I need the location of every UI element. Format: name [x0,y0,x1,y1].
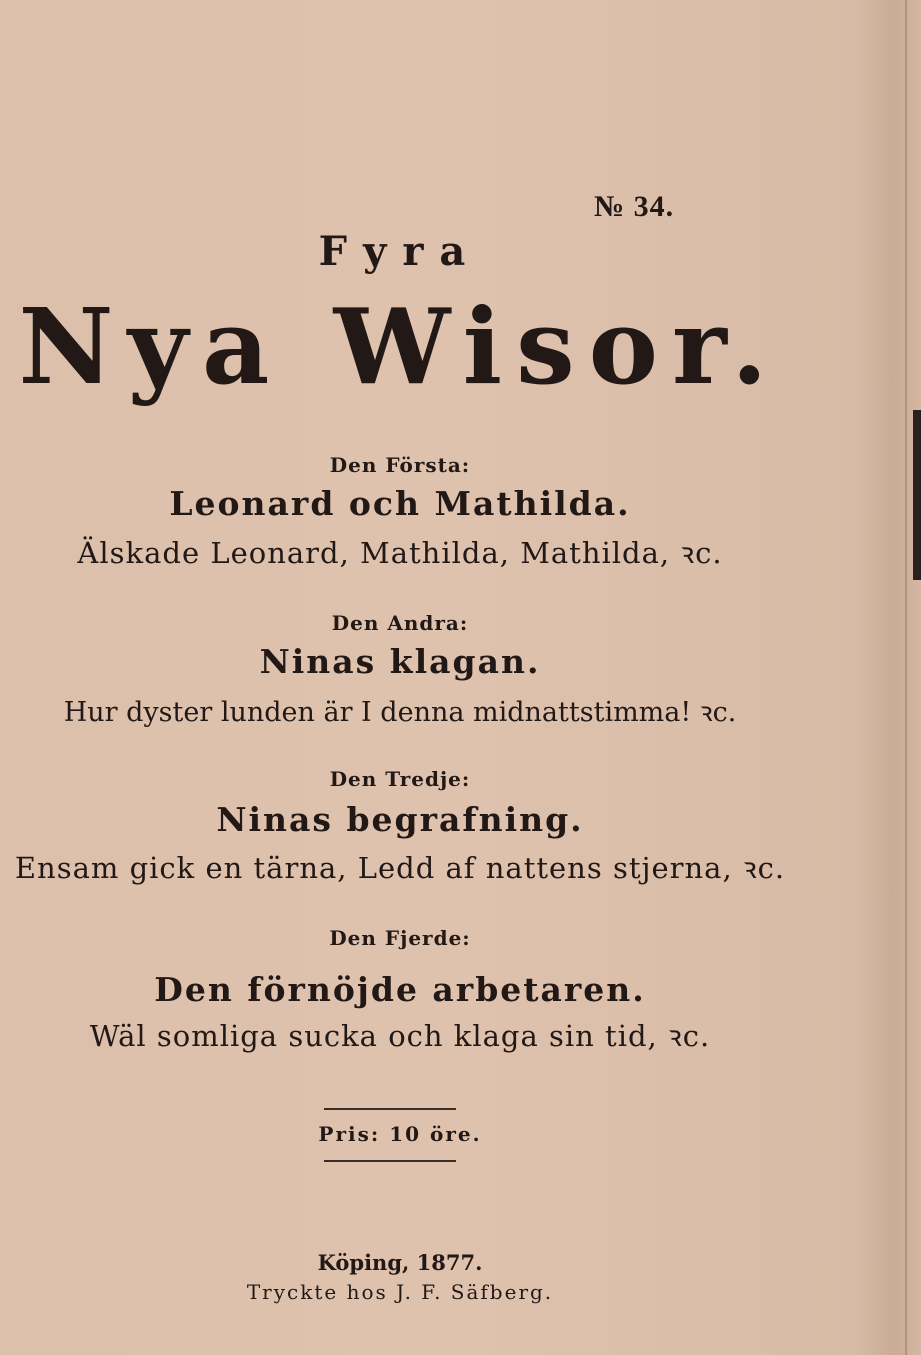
imprint-printer: Tryckte hos J. F. Säfberg. [246,1280,554,1304]
song-4-label: Den Fjerde: [329,926,471,950]
song-4-first-line: Wäl somliga sucka och klaga sin tid, ꝛc. [89,1019,711,1053]
song-2-first-line: Hur dyster lunden är I denna midnattstimma! ꝛc. [63,697,737,728]
price-rule-top [324,1108,456,1110]
song-1-title: Leonard och Mathilda. [169,484,631,523]
page-edge-shadow [913,410,921,580]
song-1-label: Den Första: [329,453,471,477]
song-3-label: Den Tredje: [329,767,471,791]
song-2-label: Den Andra: [331,611,469,635]
issue-number: № 34. [594,190,675,223]
song-1-first-line: Älskade Leonard, Mathilda, Mathilda, ꝛc. [77,536,723,570]
song-3-title: Ninas begrafning. [216,800,584,839]
imprint-place-year: Köping, 1877. [317,1250,483,1275]
price: Pris: 10 öre. [318,1122,482,1146]
price-rule-bottom [324,1160,456,1162]
song-4-title: Den förnöjde arbetaren. [154,970,646,1009]
title-prefix: Fyra [318,228,482,275]
song-2-title: Ninas klagan. [259,642,541,681]
main-title: Nya Wisor. [18,285,782,408]
page-edge-fold [905,0,907,1355]
song-3-first-line: Ensam gick en tärna, Ledd af nattens stjerna, ꝛc. [14,851,786,885]
